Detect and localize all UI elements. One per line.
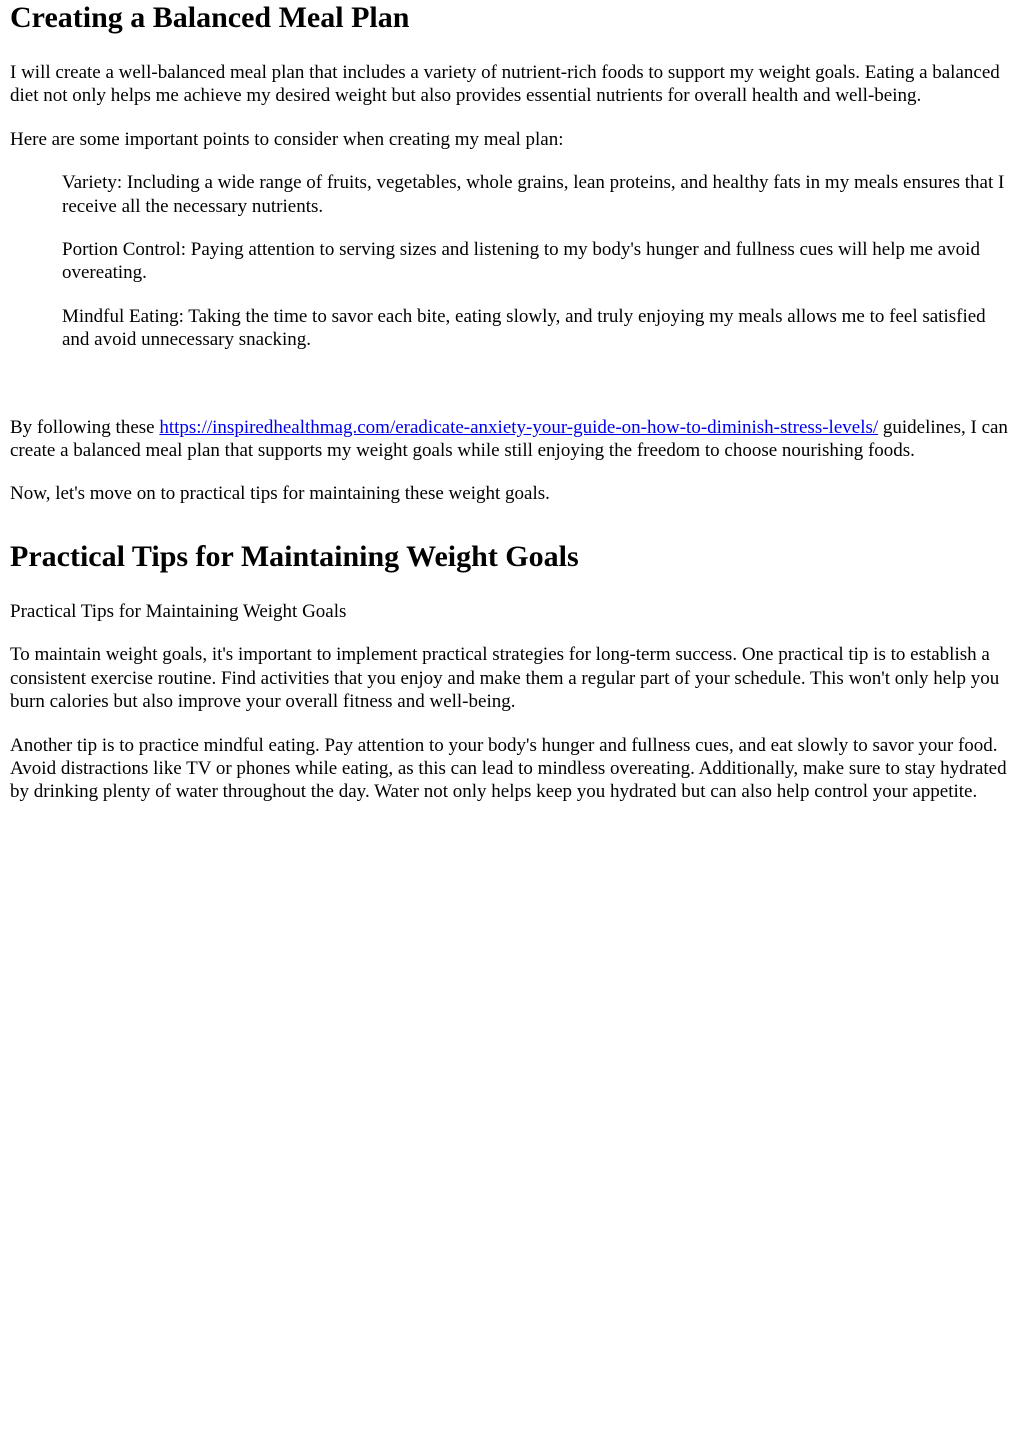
inspiredhealthmag-link[interactable]: https://inspiredhealthmag.com/eradicate-anxiety-your-guide-on-how-to-diminish-stress-levels/ [159,416,879,438]
guidelines-text-before: By following these [10,416,160,438]
guidelines-text-after: guidelines, I can create a balanced meal plan that supports my weight goals while still enjoying the freedom to choose nourishing foods. [10,416,1008,462]
point-variety: Variety: Including a wide range of fruits, vegetables, whole grains, lean proteins, and healthy fats in my meals ensures that I receive all the necessary nutrients. [62,172,1005,217]
exercise-routine-paragraph: To maintain weight goals, it's important to implement practical strategies for long-term success. One practical tip is to establish a consistent exercise routine. Find activities that you enjoy and make them a regular part of your schedule. This won't only help you burn calories but also improve your overall fitness and well-being. [10,644,1000,713]
section-title-balanced-meal-plan: Creating a Balanced Meal Plan [10,1,410,34]
points-lead-paragraph: Here are some important points to consider when creating my meal plan: [10,128,564,150]
point-mindful-eating: Mindful Eating: Taking the time to savor each bite, eating slowly, and truly enjoying my meals allows me to feel satisfied and avoid unnecessary snacking. [62,305,986,351]
intro-paragraph: I will create a well-balanced meal plan that includes a variety of nutrient-rich foods to support my weight goals. Eating a balanced diet not only helps me achieve my desired weight but also provides essential nutrients for overall health and well-being. [10,62,1000,107]
guidelines-paragraph [10,416,1014,463]
practical-tips-subtitle: Practical Tips for Maintaining Weight Goals [10,600,347,622]
blank-spacer [10,372,1014,416]
point-portion-control: Portion Control: Paying attention to serving sizes and listening to my body's hunger and fullness cues will help me avoid overeating. [62,239,980,284]
transition-paragraph: Now, let's move on to practical tips for maintaining these weight goals. [10,483,550,505]
meal-plan-points [62,171,1014,351]
mindful-eating-paragraph: Another tip is to practice mindful eating. Pay attention to your body's hunger and fullness cues, and eat slowly to savor your food. Avoid distractions like TV or phones while eating, as this can lead to mindless overeating. Additionally, make sure to stay hydrated by drinking plenty of water throughout the day. Water not only helps keep you hydrated but can also help control your appetite. [10,734,1007,803]
section-title-practical-tips: Practical Tips for Maintaining Weight Goals [10,539,579,573]
